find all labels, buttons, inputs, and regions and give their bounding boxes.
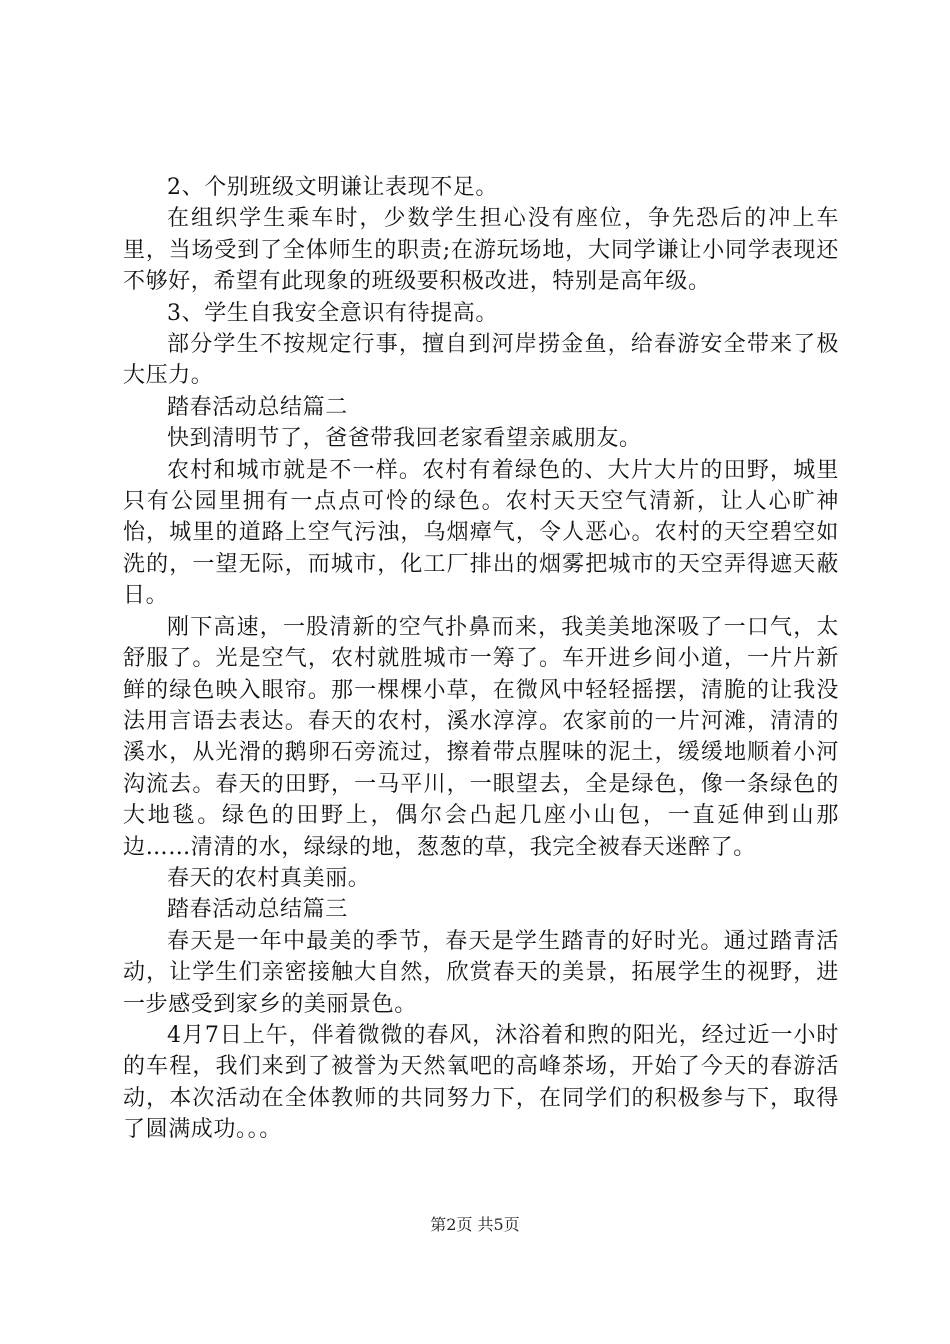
article-title: 踏春活动总结篇二 [167,394,348,420]
article-title: 踏春活动总结篇三 [167,897,348,923]
body-paragraph: 春天的农村真美丽。 [167,865,371,891]
body-paragraph: 在组织学生乘车时，少数学生担心没有座位，争先恐后的冲上车里，当场受到了全体师生的职责;在游玩场地，大同学谦让小同学表现还不够好，希望有此现象的班级要积极改进，特别是高年级。 [123,206,839,295]
page-number-footer: 第2页 共5页 [430,1215,520,1234]
body-paragraph: 4月7日上午，伴着微微的春风，沐浴着和煦的阳光，经过近一小时的车程，我们来到了被誉为天然氧吧的高峰茶场，开始了今天的春游活动，本次活动在全体教师的共同努力下，在同学们的积极参与下，取得了圆满成功。。。 [123,1022,839,1143]
body-paragraph: 农村和城市就是不一样。农村有着绿色的、大片大片的田野，城里只有公园里拥有一点点可怜的绿色。农村天天空气清新，让人心旷神怡，城里的道路上空气污浊，乌烟瘴气，令人恶心。农村的天空碧空如洗的，一望无际，而城市，化工厂排出的烟雾把城市的天空弄得遮天蔽日。 [123,457,839,609]
section-heading: 2、个别班级文明谦让表现不足。 [167,175,498,200]
body-paragraph: 刚下高速，一股清新的空气扑鼻而来，我美美地深吸了一口气，太舒服了。光是空气，农村就胜城市一筹了。车开进乡间小道，一片片新鲜的绿色映入眼帘。那一棵棵小草，在微风中轻轻摇摆，清脆的让我没法用言语去表达。春天的农村，溪水淳淳。农家前的一片河滩，清清的溪水，从光滑的鹅卵石旁流过，擦着带点腥味的泥土，缓缓地顺着小河沟流去。春天的田野，一马平川，一眼望去，全是绿色，像一条绿色的大地毯。绿色的田野上，偶尔会凸起几座小山包，一直延伸到山那边……清清的水，绿绿的地，葱葱的草，我完全被春天迷醉了。 [123,614,839,860]
body-paragraph: 快到清明节了，爸爸带我回老家看望亲戚朋友。 [167,426,642,452]
body-paragraph: 部分学生不按规定行事，擅自到河岸捞金鱼，给春游安全带来了极大压力。 [123,332,839,389]
document-body [123,172,839,1146]
body-paragraph: 春天是一年中最美的季节，春天是学生踏青的好时光。通过踏青活动，让学生们亲密接触大自然，欣赏春天的美景，拓展学生的视野，进一步感受到家乡的美丽景色。 [123,928,839,1017]
section-heading: 3、学生自我安全意识有待提高。 [167,300,498,326]
